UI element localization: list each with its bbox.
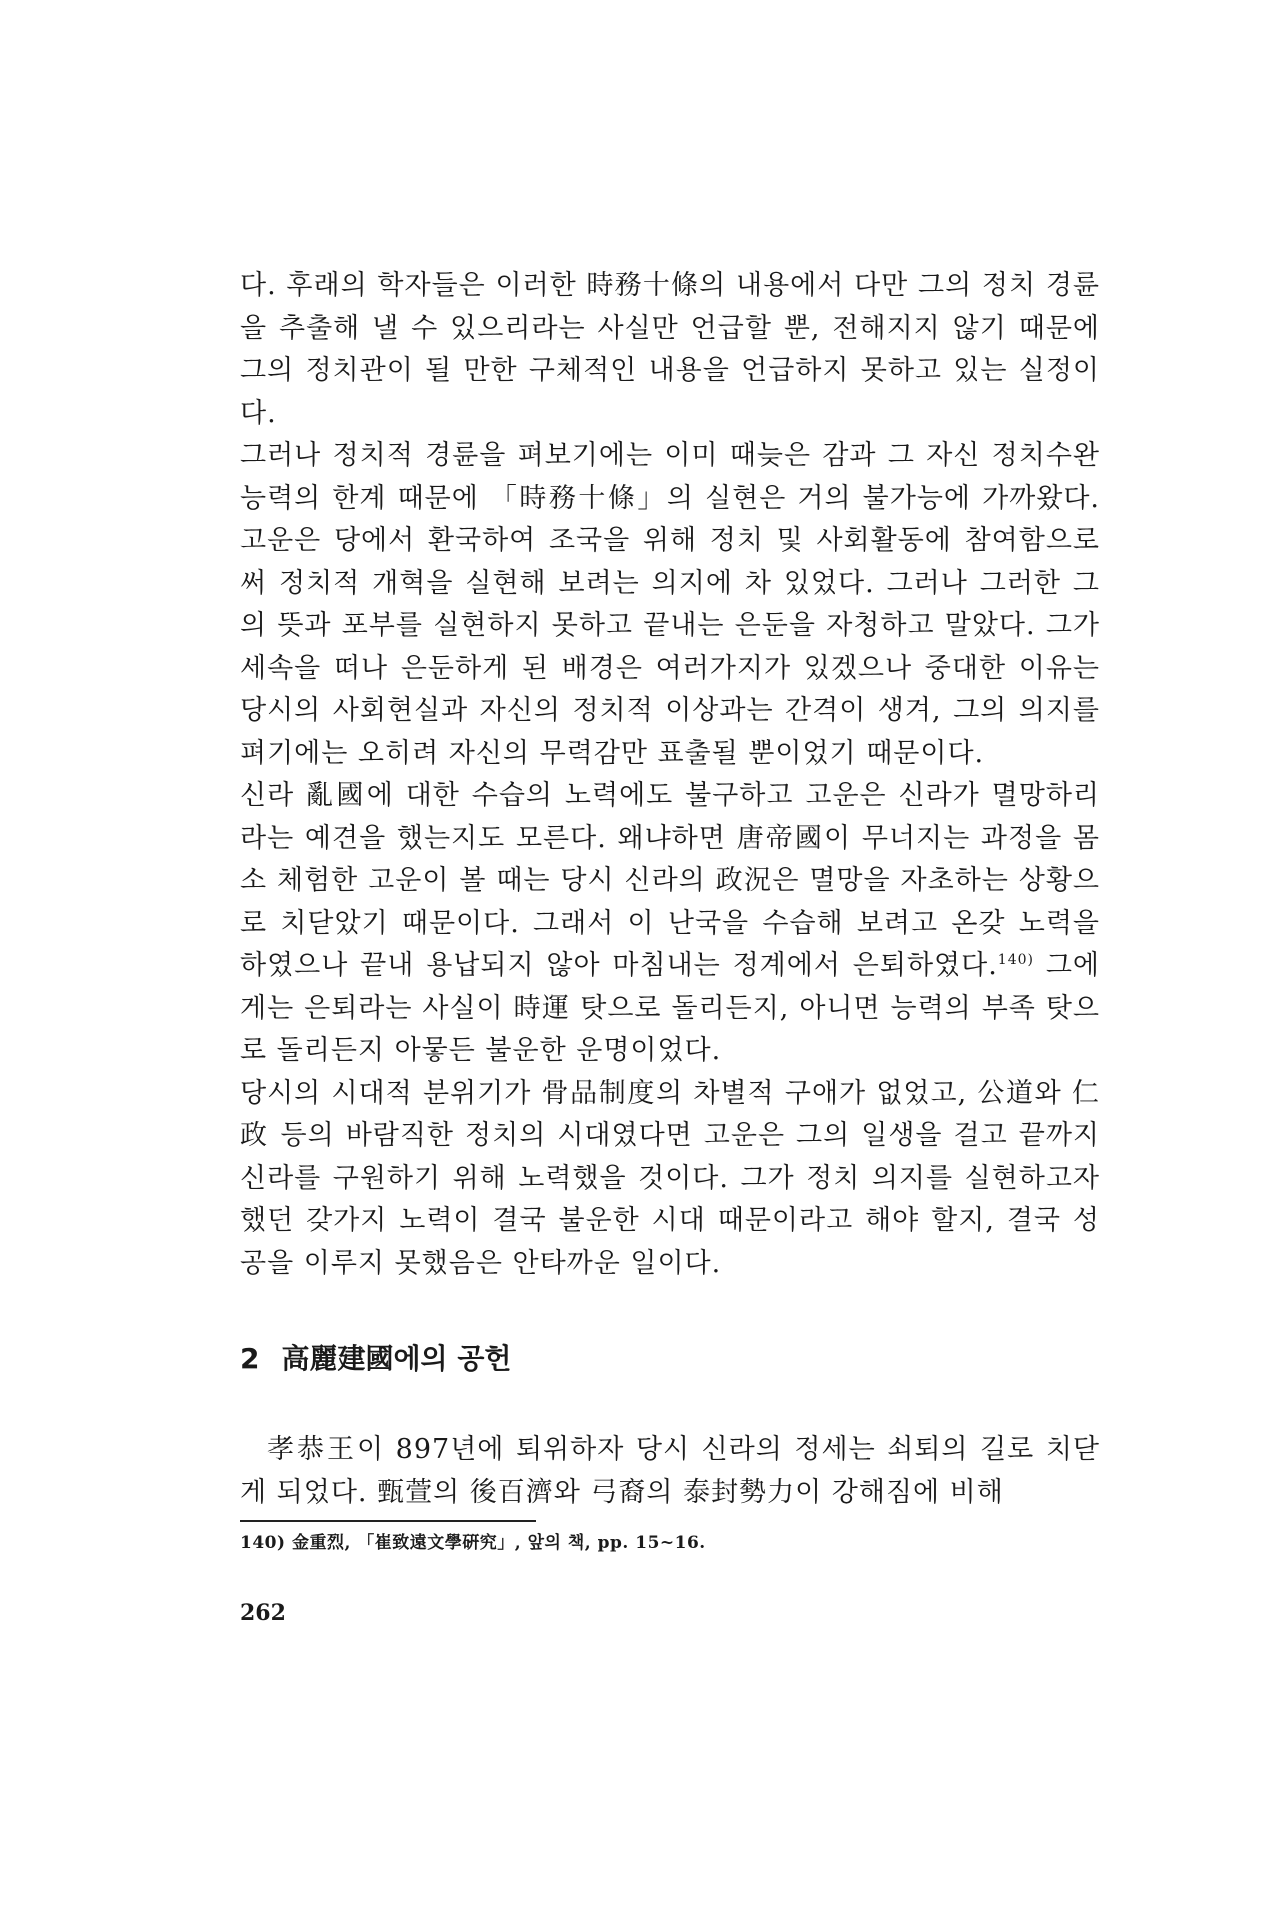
paragraph-2: 그러나 정치적 경륜을 펴보기에는 이미 때늦은 감과 그 자신 정치수완 능력의 한계 때문에 「時務十條」의 실현은 거의 불가능에 가까왔다. 고운은 당에서 환국하여 조국을 위해 정치 및 사회활동에 참여함으로써 정치적 개혁을 실현해 보려는 의지에 차 있었다. 그러나 그러한 그의 뜻과 포부를 실현하지 못하고 끝내는 은둔을 자청하고 말았다. 그가 세속을 떠나 은둔하게 된 배경은 여러가지가 있겠으나 중대한 이유는 당시의 사회현실과 자신의 정치적 이상과는 간격이 생겨, 그의 의지를 펴기에는 오히려 자신의 무력감만 표출될 뿐이었기 때문이다.	[240, 440, 1100, 769]
paragraph-3	[240, 775, 1100, 1073]
section-heading	[240, 1341, 1100, 1377]
page-body	[240, 265, 1100, 1556]
page-number: 262	[240, 1600, 286, 1626]
footnote-140: 140) 金重烈, 「崔致遠文學硏究」, 앞의 책, pp. 15~16.	[240, 1533, 706, 1553]
paragraph-3-text-before-ref: 신라 亂國에 대한 수습의 노력에도 불구하고 고운은 신라가 멸망하리라는 예견을 했는지도 모른다. 왜냐하면 唐帝國이 무너지는 과정을 몸소 체험한 고운이 볼 때는 당시 신라의 政況은 멸망을 자초하는 상황으로 치닫았기 때문이다. 그래서 이 난국을 수습해 보려고 온갖 노력을 하였으나 끝내 용납되지 않아 마침내는 정계에서 은퇴하였다.	[240, 780, 1100, 981]
footnote-ref-140: 140)	[997, 952, 1034, 968]
section-number: 2	[240, 1342, 260, 1375]
paragraph-1: 다. 후래의 학자들은 이러한 時務十條의 내용에서 다만 그의 정치 경륜을 추출해 낼 수 있으리라는 사실만 언급할 뿐, 전해지지 않기 때문에 그의 정치관이 될 만한 구체적인 내용을 언급하지 못하고 있는 실정이다.	[240, 270, 1100, 429]
footnote-divider	[240, 1520, 536, 1522]
paragraph-after-heading: 孝恭王이 897년에 퇴위하자 당시 신라의 정세는 쇠퇴의 길로 치닫게 되었다. 甄萱의 後百濟와 弓裔의 泰封勢力이 강해짐에 비해	[240, 1434, 1100, 1508]
paragraph-4: 당시의 시대적 분위기가 骨品制度의 차별적 구애가 없었고, 公道와 仁政 등의 바람직한 정치의 시대였다면 고운은 그의 일생을 걸고 끝까지 신라를 구원하기 위해 노력했을 것이다. 그가 정치 의지를 실현하고자 했던 갖가지 노력이 결국 불운한 시대 때문이라고 해야 할지, 결국 성공을 이루지 못했음은 안타까운 일이다.	[240, 1077, 1100, 1279]
paragraph-3-text-after-ref: 그에게는 은퇴라는 사실이 時運 탓으로 돌리든지, 아니면 능력의 부족 탓으로 돌리든지 아뭏든 불운한 운명이었다.	[240, 950, 1100, 1066]
section-title: 高麗建國에의 공헌	[281, 1342, 512, 1375]
